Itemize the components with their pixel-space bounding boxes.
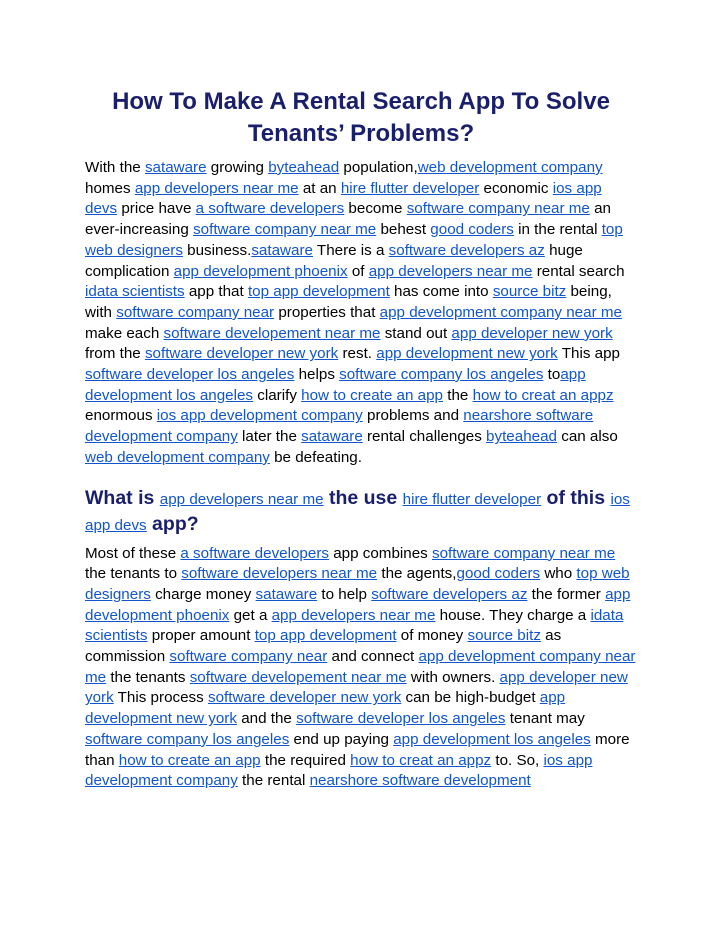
text-run: can be high-budget — [401, 689, 540, 707]
text-run: the — [443, 386, 473, 404]
text-run: be defeating. — [269, 448, 362, 466]
page-title: How To Make A Rental Search App To Solve Tenants’ Problems? — [112, 88, 610, 147]
text-run: later the — [237, 428, 302, 446]
text-run: the agents, — [377, 565, 457, 583]
text-run: get a — [229, 606, 272, 624]
text-run: clarify — [253, 386, 302, 404]
text-run: rest. — [338, 345, 377, 363]
inline-link[interactable]: ios app development company — [156, 407, 363, 425]
text-run: with owners. — [406, 668, 500, 686]
inline-link[interactable]: top app development — [247, 283, 390, 301]
body-paragraph — [85, 544, 637, 792]
text-run: rental search — [532, 262, 625, 280]
inline-link[interactable]: app development new york — [85, 689, 566, 728]
inline-link[interactable]: good coders — [456, 565, 541, 583]
text-run: can also — [557, 428, 618, 446]
text-run: stand out — [380, 324, 452, 342]
text-run: problems and — [362, 407, 464, 425]
inline-link[interactable]: software developement near me — [163, 324, 381, 342]
text-run: become — [344, 200, 407, 218]
inline-link[interactable]: software developers near me — [181, 565, 378, 583]
inline-link[interactable]: software company los angeles — [339, 366, 544, 384]
text-run: the former — [527, 585, 606, 603]
inline-link[interactable]: software developement near me — [189, 668, 407, 686]
inline-link[interactable]: top web designers — [85, 221, 623, 259]
inline-link[interactable]: software developers az — [371, 585, 528, 603]
text-run: and connect — [327, 648, 419, 666]
text-run: the tenants — [106, 668, 190, 686]
text-run: the required — [260, 751, 351, 769]
inline-link[interactable]: software company near — [169, 648, 328, 666]
text-run: to help — [317, 585, 372, 603]
inline-link[interactable]: software developer los angeles — [296, 710, 506, 728]
text-run: helps — [294, 366, 340, 384]
text-run: business. — [182, 241, 252, 259]
text-run: rental challenges — [362, 428, 487, 446]
text-run: the rental — [237, 772, 310, 790]
inline-link[interactable]: source bitz — [492, 283, 567, 301]
inline-link[interactable]: nearshore software development — [309, 772, 531, 790]
inline-link[interactable]: sataware — [255, 585, 318, 603]
text-run: and the — [236, 710, 297, 728]
inline-link[interactable]: idata scientists — [85, 283, 185, 301]
text-run: This process — [113, 689, 208, 707]
text-run: enormous — [85, 407, 157, 425]
text-run: What is — [85, 486, 160, 509]
inline-link[interactable]: idata scientists — [85, 606, 624, 645]
inline-link[interactable]: ios app development company — [85, 751, 593, 790]
text-run: huge complication — [85, 241, 583, 280]
inline-link[interactable]: app development company near me — [379, 303, 622, 321]
inline-link[interactable]: web development company — [417, 159, 603, 176]
text-run: of money — [396, 627, 468, 645]
inline-link[interactable]: app development company near me — [85, 648, 636, 686]
text-run: Most of these — [85, 544, 181, 562]
inline-link[interactable]: ios app devs — [85, 179, 602, 218]
text-run: price have — [117, 200, 196, 218]
inline-link[interactable]: how to creat an appz — [472, 386, 614, 404]
text-run: tenant may — [505, 710, 585, 728]
inline-link[interactable]: how to creat an appz — [350, 751, 492, 769]
inline-link[interactable]: byteahead — [486, 428, 557, 446]
inline-link[interactable]: how to create an app — [301, 386, 443, 404]
inline-link[interactable]: app developer new york — [85, 668, 628, 707]
inline-link[interactable]: a software developers — [195, 200, 345, 218]
text-run: to. So, — [491, 751, 544, 769]
text-run: of — [347, 262, 369, 280]
inline-link[interactable]: source bitz — [467, 627, 541, 645]
inline-link[interactable]: software company near me — [431, 544, 616, 562]
text-run: With the — [85, 159, 145, 176]
inline-link[interactable]: software developer los angeles — [85, 366, 295, 384]
inline-link[interactable]: app development los angeles — [85, 366, 586, 404]
inline-link[interactable]: software company los angeles — [85, 730, 290, 748]
inline-link[interactable]: hire flutter developer — [402, 490, 542, 508]
text-run: the tenants to — [85, 565, 182, 583]
text-run: an ever-increasing — [85, 200, 611, 239]
text-run: as commission — [85, 627, 562, 666]
inline-link[interactable]: how to create an app — [118, 751, 261, 769]
inline-link[interactable]: app development los angeles — [393, 730, 591, 748]
text-run: make each — [85, 324, 164, 342]
inline-link[interactable]: top web designers — [85, 565, 630, 603]
inline-link[interactable]: app developers near me — [368, 262, 533, 280]
text-run: proper amount — [147, 627, 255, 645]
inline-link[interactable]: a software developers — [180, 544, 329, 562]
text-run: There is a — [312, 241, 389, 259]
text-run: app combines — [328, 544, 432, 562]
intro-paragraph — [85, 158, 637, 469]
text-run: to — [543, 366, 561, 384]
inline-link[interactable]: nearshore software development company — [85, 407, 594, 446]
inline-link[interactable]: app developers near me — [271, 606, 436, 624]
inline-link[interactable]: software developer new york — [144, 345, 339, 363]
text-run: growing — [206, 159, 269, 176]
text-run: homes — [85, 179, 135, 197]
inline-link[interactable]: software company near me — [406, 200, 590, 218]
inline-link[interactable]: app developers near me — [134, 179, 299, 197]
inline-link[interactable]: sataware — [301, 428, 363, 446]
text-run: charge money — [150, 585, 256, 603]
inline-link[interactable]: hire flutter developer — [340, 179, 480, 197]
text-run: of this — [541, 486, 611, 509]
text-run: has come into — [389, 283, 493, 301]
text-run: the use — [323, 486, 403, 509]
section-heading — [85, 486, 637, 538]
text-run: population, — [339, 159, 418, 176]
text-run: at an — [298, 179, 341, 197]
inline-link[interactable]: app developers near me — [159, 490, 324, 508]
inline-link[interactable]: software company near me — [193, 221, 377, 239]
inline-link[interactable]: byteahead — [268, 159, 340, 176]
text-run: house. They charge a — [435, 606, 591, 624]
text-run: more than — [85, 730, 630, 769]
text-run: economic — [479, 179, 553, 197]
inline-link[interactable]: ios app devs — [85, 490, 630, 534]
inline-link[interactable]: top app development — [254, 627, 397, 645]
text-run: properties that — [274, 303, 380, 321]
text-run: in the rental — [513, 221, 602, 239]
inline-link[interactable]: app development phoenix — [173, 262, 348, 280]
document-page — [85, 86, 637, 792]
inline-link[interactable]: app development new york — [376, 345, 558, 363]
inline-link[interactable]: sataware — [251, 241, 313, 259]
inline-link[interactable]: sataware — [144, 159, 207, 176]
text-run: being, with — [85, 283, 612, 321]
inline-link[interactable]: software company near — [116, 303, 275, 321]
inline-link[interactable]: software developer new york — [207, 689, 402, 707]
inline-link[interactable]: software developers az — [388, 241, 545, 259]
text-run: end up paying — [289, 730, 394, 748]
text-run: behest — [376, 221, 431, 239]
text-run: from the — [85, 345, 145, 363]
text-run: who — [540, 565, 577, 583]
text-run: This app — [557, 345, 620, 363]
text-run: app that — [184, 283, 248, 301]
inline-link[interactable]: app developer new york — [451, 324, 613, 342]
inline-link[interactable]: app development phoenix — [85, 585, 631, 624]
inline-link[interactable]: good coders — [430, 221, 514, 239]
inline-link[interactable]: web development company — [85, 448, 270, 466]
text-run: app? — [146, 512, 199, 535]
